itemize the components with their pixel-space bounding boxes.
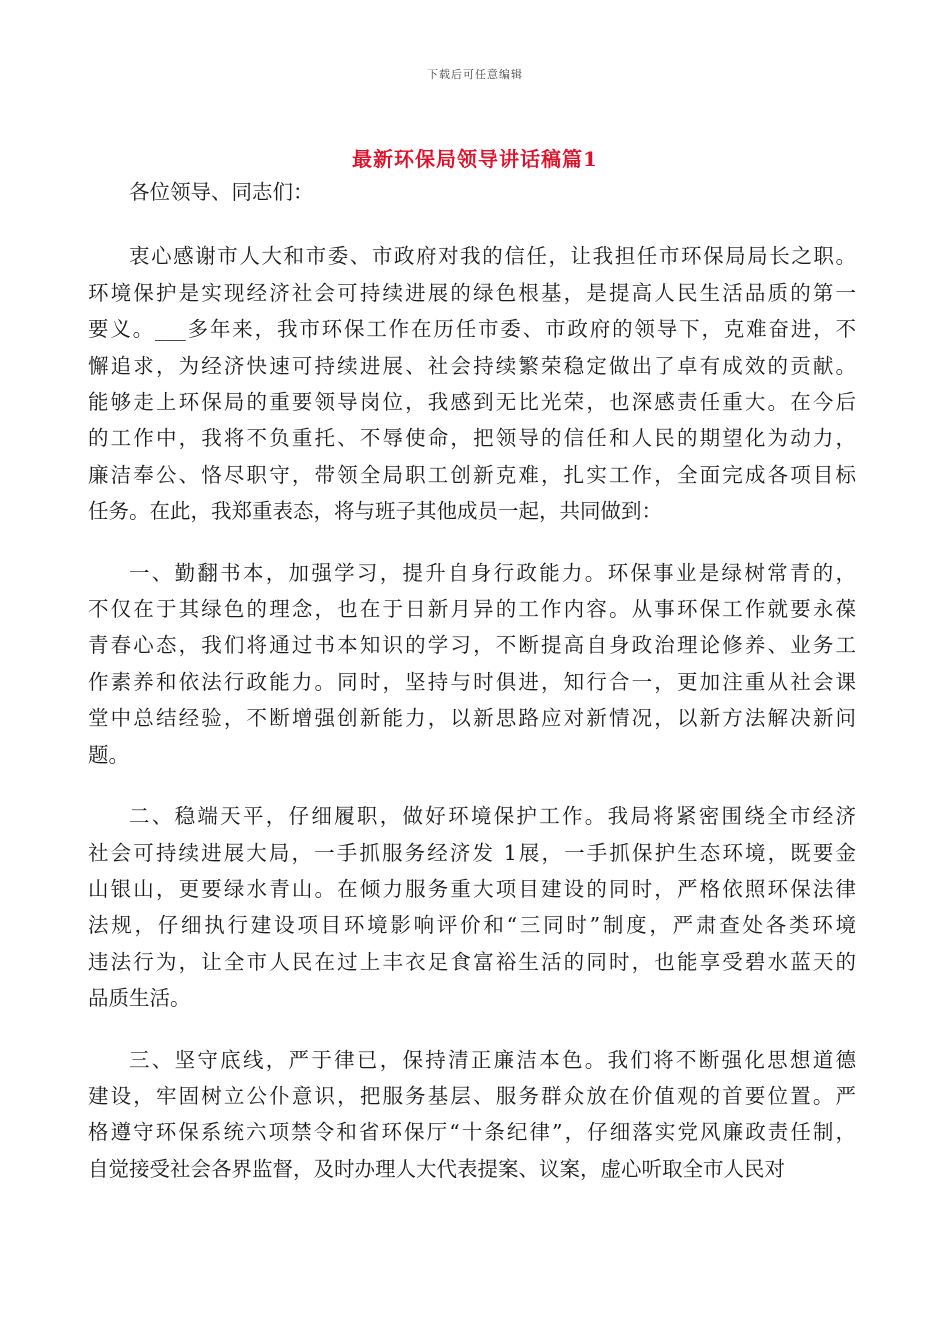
paragraph [88,238,856,529]
paragraph-line: 不仅在于其绿色的理念，也在于日新月异的工作内容。从事环保工作就要永葆 [88,597,856,622]
salutation: 各位领导、同志们： [129,180,314,204]
document-body [88,174,856,1187]
paragraph-line: 衷心感谢市人大和市委、市政府对我的信任，让我担任市环保局局长之职。 [129,244,856,269]
paragraph-line: 品质生活。 [88,986,191,1011]
paragraph-line: 懈追求，为经济快速可持续进展、社会持续繁荣稳定做出了卓有成效的贡献。 [88,353,856,378]
paragraph-line: 一、勤翻书本，加强学习，提升自身行政能力。环保事业是绿树常青的， [129,560,856,585]
paragraph-line: 要义。___多年来，我市环保工作在历任市委、市政府的领导下，克难奋进，不 [88,317,856,342]
paragraph-line: 建设，牢固树立公仆意识，把服务基层、服务群众放在价值观的首要位置。严 [88,1083,856,1108]
paragraph-line: 三、坚守底线，严于律已，保持清正廉洁本色。我们将不断强化思想道德 [129,1047,856,1072]
paragraph [88,798,856,1016]
paragraph-list [88,238,856,1187]
paragraph-line: 青春心态，我们将通过书本知识的学习，不断提高自身政治理论修养、业务工 [88,633,856,658]
paragraph-line: 任务。在此，我郑重表态，将与班子其他成员一起，共同做到： [88,499,662,524]
paragraph-line: 法规，仔细执行建设项目环境影响评价和“三同时”制度，严肃查处各类环境 [88,913,856,938]
paragraph-line: 堂中总结经验，不断增强创新能力，以新思路应对新情况，以新方法解决新问 [88,706,856,731]
document-title: 最新环保局领导讲话稿篇1 [352,147,598,171]
paragraph-line: 环境保护是实现经济社会可持续进展的绿色根基，是提高人民生活品质的第一 [88,280,856,305]
paragraph-line: 社会可持续进展大局，一手抓服务经济发 1展，一手抓保护生态环境，既要金 [88,840,856,865]
paragraph [88,555,856,773]
paragraph-line: 自觉接受社会各界监督，及时办理人大代表提案、议案，虚心听取全市人民对 [88,1156,785,1181]
paragraph-line: 违法行为，让全市人民在过上丰衣足食富裕生活的同时，也能享受碧水蓝天的 [88,949,856,974]
paragraph [88,1042,856,1188]
paragraph-line: 格遵守环保系统六项禁令和省环保厅“十条纪律”，仔细落实党风廉政责任制， [88,1120,856,1145]
paragraph-line: 能够走上环保局的重要领导岗位，我感到无比光荣，也深感责任重大。在今后 [88,390,856,415]
paragraph-line: 廉洁奉公、恪尽职守，带领全局职工创新克难，扎实工作，全面完成各项目标 [88,462,856,487]
paragraph-line: 山银山，更要绿水青山。在倾力服务重大项目建设的同时，严格依照环保法律 [88,876,856,901]
paragraph-line: 题。 [88,742,129,767]
paragraph-line: 作素养和依法行政能力。同时，坚持与时俱进，知行合一，更加注重从社会课 [88,669,856,694]
paragraph-line: 二、稳端天平，仔细履职，做好环境保护工作。我局将紧密围绕全市经济 [129,804,856,829]
header-note: 下载后可任意编辑 [427,68,523,81]
paragraph-line: 的工作中，我将不负重托、不辱使命，把领导的信任和人民的期望化为动力， [88,426,856,451]
